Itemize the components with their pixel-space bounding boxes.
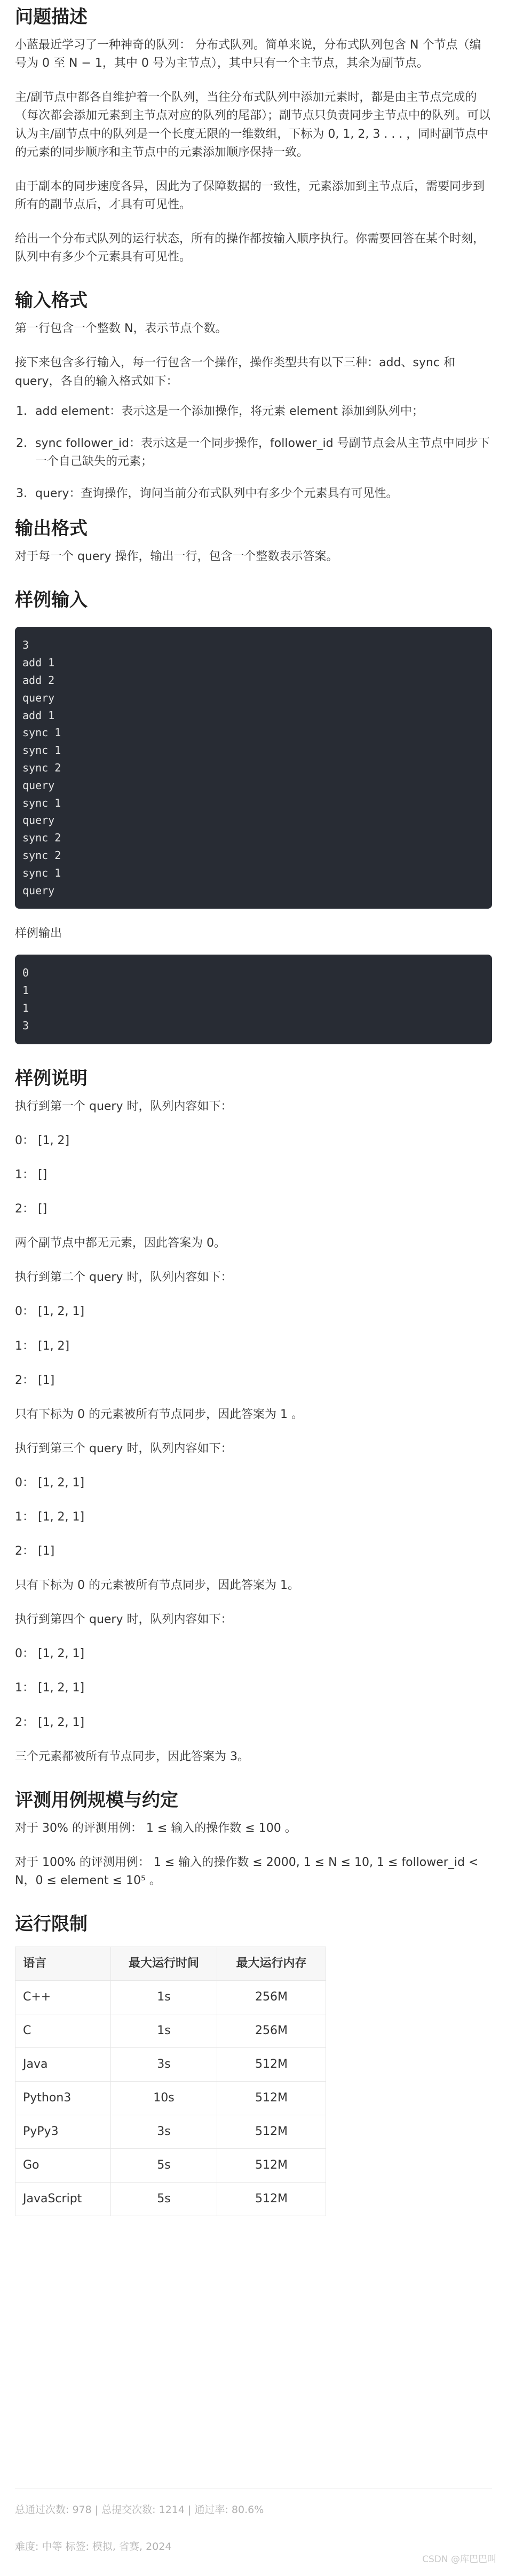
table-row <box>15 2183 326 2216</box>
column-header: 最大运行时间 <box>111 1947 217 1981</box>
explanation-line: 0： [1, 2, 1] <box>15 1305 85 1319</box>
table-cell: JavaScript <box>15 2183 111 2216</box>
table-cell: 5s <box>111 2183 217 2216</box>
explanation-line: 0： [1, 2, 1] <box>15 1647 85 1661</box>
table-cell: 512M <box>217 2048 326 2082</box>
paragraph: 由于副本的同步速度各异，因此为了保障数据的一致性，元素添加到主节点后，需要同步到所有的副节点后，才具有可见性。 <box>15 179 485 211</box>
explanation-line: 执行到第二个 query 时，队列内容如下： <box>15 1271 233 1285</box>
table-cell: C <box>15 2014 111 2048</box>
paragraph: 对于 100% 的评测用例： 1 ≤ 输入的操作数 ≤ 2000, 1 ≤ N ≤ 10, 1 ≤ follower_id < N，0 ≤ element ≤ 10⁵ 。 <box>15 1856 479 1888</box>
explanation-line: 只有下标为 0 的元素被所有节点同步，因此答案为 1 。 <box>15 1407 303 1421</box>
table-row <box>15 2014 326 2048</box>
section-title: 问题描述 <box>15 6 88 28</box>
table-cell: 3s <box>111 2048 217 2082</box>
table-cell: 3s <box>111 2115 217 2149</box>
paragraph: 对于 30% 的评测用例： 1 ≤ 输入的操作数 ≤ 100 。 <box>15 1821 297 1835</box>
table-cell: Java <box>15 2048 111 2082</box>
table-cell: 5s <box>111 2149 217 2183</box>
section-description <box>15 5 492 266</box>
table-cell: 256M <box>217 2014 326 2048</box>
section-input-format <box>15 289 492 503</box>
section-title: 样例输入 <box>15 589 88 611</box>
paragraph: 第一行包含一个整数 N，表示节点个数。 <box>15 322 227 336</box>
section-constraints <box>15 1789 492 1890</box>
explanation-line: 1： [] <box>15 1168 47 1182</box>
table-row <box>15 2115 326 2149</box>
explanation-line: 三个元素都被所有节点同步，因此答案为 3。 <box>15 1750 249 1763</box>
list-item: 1. add element：表示这是一个添加操作，将元素 element 添加到队列中； <box>31 403 492 421</box>
limits-table <box>15 1947 326 2216</box>
explanation-line: 执行到第四个 query 时，队列内容如下： <box>15 1613 233 1627</box>
table-cell: 512M <box>217 2082 326 2115</box>
code-block-sample-input[interactable]: 3 add 1 add 2 query add 1 sync 1 sync 1 sync 2 query sync 1 query sync 2 sync 2 sync 1 query <box>15 627 492 909</box>
table-cell: 512M <box>217 2183 326 2216</box>
explanation-line: 执行到第三个 query 时，队列内容如下： <box>15 1441 233 1455</box>
table-row <box>15 2048 326 2082</box>
explanation-lines <box>15 1098 492 1766</box>
table-cell: PyPy3 <box>15 2115 111 2149</box>
table-cell: Go <box>15 2149 111 2183</box>
column-header: 语言 <box>15 1947 111 1981</box>
section-limits <box>15 1912 492 2216</box>
footer <box>0 2488 507 2555</box>
sample-output-label: 样例输出 <box>15 927 62 941</box>
paragraph: 给出一个分布式队列的运行状态，所有的操作都按输入顺序执行。你需要回答在某个时刻，队列中有多少个元素具有可见性。 <box>15 232 485 264</box>
table-header-row <box>15 1947 326 1981</box>
list-item: 2. sync follower_id：表示这是一个同步操作，follower_id 号副节点会从主节点中同步下一个自己缺失的元素； <box>31 435 492 471</box>
section-title: 输入格式 <box>15 290 88 312</box>
table-cell: 256M <box>217 1981 326 2014</box>
table-row <box>15 1981 326 2014</box>
section-output-format <box>15 517 492 566</box>
explanation-line: 只有下标为 0 的元素被所有节点同步，因此答案为 1。 <box>15 1579 299 1593</box>
code-block-sample-output[interactable]: 0 1 1 3 <box>15 955 492 1044</box>
stats-line: 总通过次数: 978 | 总提交次数: 1214 | 通过率: 80.6% <box>15 2504 264 2516</box>
explanation-line: 2： [1] <box>15 1373 55 1387</box>
operation-list <box>15 403 492 503</box>
watermark: CSDN @库巴巴叫 <box>422 2554 496 2565</box>
section-sample-input <box>15 588 492 1044</box>
section-title: 运行限制 <box>15 1913 88 1935</box>
explanation-line: 1： [1, 2, 1] <box>15 1681 85 1695</box>
tags-line: 难度: 中等 标签: 模拟, 省赛, 2024 <box>15 2541 172 2553</box>
table-cell: 512M <box>217 2115 326 2149</box>
paragraph: 接下来包含多行输入，每一行包含一个操作，操作类型共有以下三种：add、sync 和 query，各自的输入格式如下： <box>15 356 455 388</box>
list-item: 3. query：查询操作，询问当前分布式队列中有多少个元素具有可见性。 <box>31 485 492 503</box>
table-cell: 1s <box>111 1981 217 2014</box>
paragraph: 主/副节点中都各自维护着一个队列，当往分布式队列中添加元素时，都是由主节点完成的（每次都会添加元素到主节点对应的队列的尾部）；副节点只负责同步主节点中的队列。可以认为主/副节点中的队列是一个长度无限的一维数组，下标为 0, 1, 2, 3 . . . ，同时副节点中的元素的同步顺序和主节点中的元素添加顺序保持一致。 <box>15 91 491 159</box>
explanation-line: 两个副节点中都无元素，因此答案为 0。 <box>15 1236 226 1250</box>
explanation-line: 1： [1, 2, 1] <box>15 1510 85 1524</box>
table-row <box>15 2149 326 2183</box>
explanation-line: 执行到第一个 query 时，队列内容如下： <box>15 1099 233 1113</box>
section-title: 样例说明 <box>15 1067 88 1089</box>
explanation-line: 0： [1, 2, 1] <box>15 1476 85 1490</box>
paragraph: 对于每一个 query 操作，输出一行，包含一个整数表示答案。 <box>15 550 338 564</box>
table-cell: Python3 <box>15 2082 111 2115</box>
explanation-line: 0： [1, 2] <box>15 1133 70 1147</box>
table-cell: C++ <box>15 1981 111 2014</box>
table-cell: 512M <box>217 2149 326 2183</box>
explanation-line: 2： [] <box>15 1202 47 1216</box>
table-cell: 1s <box>111 2014 217 2048</box>
explanation-line: 2： [1] <box>15 1545 55 1558</box>
table-row <box>15 2082 326 2115</box>
paragraph: 小蓝最近学习了一种神奇的队列： 分布式队列。简单来说，分布式队列包含 N 个节点（编号为 0 至 N − 1，其中 0 号为主节点），其中只有一个主节点，其余为副节点。 <box>15 38 481 70</box>
explanation-line: 1： [1, 2] <box>15 1339 70 1353</box>
section-title: 评测用例规模与约定 <box>15 1789 178 1811</box>
section-title: 输出格式 <box>15 517 88 539</box>
section-explanation <box>15 1067 492 1766</box>
table-cell: 10s <box>111 2082 217 2115</box>
column-header: 最大运行内存 <box>217 1947 326 1981</box>
explanation-line: 2： [1, 2, 1] <box>15 1715 85 1729</box>
